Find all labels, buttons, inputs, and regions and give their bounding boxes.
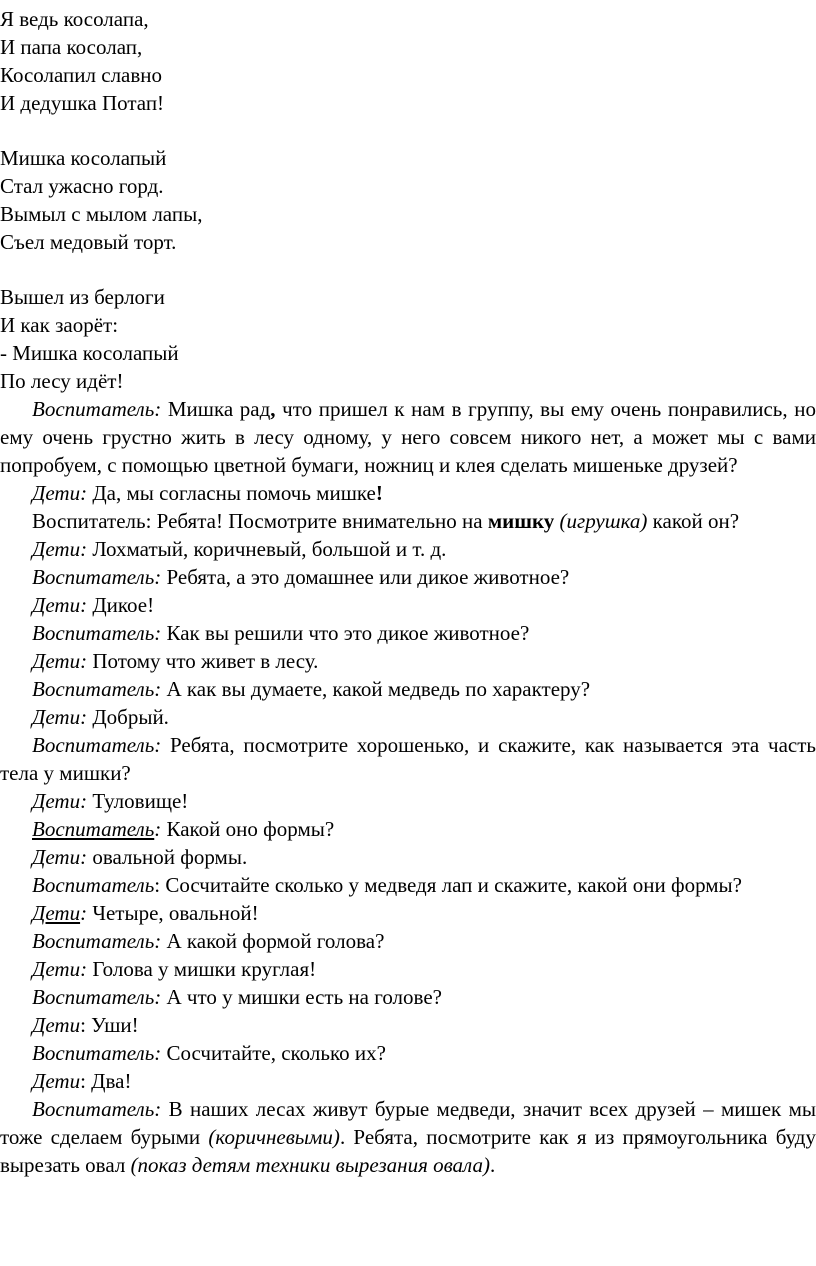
dialogue-text: мишку <box>487 509 555 533</box>
speaker-label: Дети <box>32 1013 81 1037</box>
dialogue-paragraph <box>0 395 816 479</box>
dialogue-text: Четыре, овальной! <box>87 901 259 925</box>
speaker-label: Воспитатель: <box>32 621 162 645</box>
dialogue-paragraph <box>0 1011 816 1039</box>
dialogue-paragraph <box>0 899 816 927</box>
dialogue-paragraph <box>0 955 816 983</box>
dialogue-paragraph <box>0 507 816 535</box>
dialogue-paragraph <box>0 675 816 703</box>
dialogue-text: Туловище! <box>87 789 189 813</box>
dialogue-text: Дикое! <box>87 593 155 617</box>
dialogue-text: что пришел к нам в группу, вы ему очень понравились, но ему очень грустно жить в лесу одному, у него совсем никого нет, а может мы с вами попробуем, с помощью цветной бумаги, ножниц и клея сделать мишеньке друзей? <box>0 397 816 477</box>
dialogue-text: А как вы думаете, какой медведь по характеру? <box>161 677 591 701</box>
dialogue-text: Да, мы согласны помочь мишке <box>87 481 376 505</box>
poem-line: Косолапил славно <box>0 63 163 87</box>
speaker-label: Воспитатель: <box>32 677 162 701</box>
speaker-colon: : <box>80 1069 86 1093</box>
dialogue-text: Сосчитайте сколько у медведя лап и скажите, какой они формы? <box>160 873 742 897</box>
dialogue-paragraph <box>0 563 816 591</box>
dialogue-text: Ребята, а это домашнее или дикое животное? <box>161 565 570 589</box>
dialogue-text: Два! <box>85 1069 132 1093</box>
speaker-label: Дети: <box>32 957 88 981</box>
poem-stanza-3 <box>0 283 816 395</box>
dialogue-text: Голова у мишки круглая! <box>87 957 317 981</box>
dialogue-text: Как вы решили что это дикое животное? <box>161 621 530 645</box>
poem-line: По лесу идёт! <box>0 369 124 393</box>
dialogue-text: Уши! <box>85 1013 139 1037</box>
dialogue-text: (коричневыми) <box>208 1125 340 1149</box>
dialogue-text: Воспитатель: Ребята! Посмотрите внимательно на <box>32 509 488 533</box>
dialogue-paragraph <box>0 983 816 1011</box>
dialogue-text: Мишка рад <box>161 397 271 421</box>
speaker-colon: : <box>154 873 161 897</box>
dialogue-text: . Ребята, посмотрите как я из прямоугольника буду вырезать овал <box>0 1125 816 1177</box>
poem-line: И папа косолап, <box>0 35 143 59</box>
speaker-label: Дети <box>32 1069 81 1093</box>
dialogue-paragraph <box>0 619 816 647</box>
dialogue-text: В наших лесах живут бурые медведи, значит всех друзей – мишек мы тоже сделаем бурыми <box>0 1097 816 1149</box>
dialogue-paragraph <box>0 927 816 955</box>
dialogue-paragraph <box>0 591 816 619</box>
dialogue-text: . <box>489 1153 496 1177</box>
speaker-label: Воспитатель <box>32 817 155 841</box>
dialogue-paragraph <box>0 1067 816 1095</box>
poem-stanza-2 <box>0 144 816 256</box>
speaker-label: Дети: <box>32 705 88 729</box>
poem-stanza-1 <box>0 5 816 117</box>
speaker-label: Дети: <box>32 649 88 673</box>
dialogue-paragraph <box>0 535 816 563</box>
speaker-label: Дети <box>32 901 81 925</box>
dialogue-paragraph <box>0 815 816 843</box>
poem-line: Съел медовый торт. <box>0 230 177 254</box>
dialogue-paragraph <box>0 479 816 507</box>
poem-line: Я ведь косолапа, <box>0 7 149 31</box>
dialogue-text: Ребята, посмотрите хорошенько, и скажите, как называется эта часть тела у мишки? <box>0 733 816 785</box>
dialogue-text: , <box>270 397 276 421</box>
dialogue-paragraph <box>0 787 816 815</box>
speaker-label: Воспитатель <box>32 873 155 897</box>
speaker-label: Дети: <box>32 481 88 505</box>
dialogue-text: А что у мишки есть на голове? <box>161 985 442 1009</box>
dialogue-text: ! <box>375 481 383 505</box>
poem-line: Вышел из берлоги <box>0 285 165 309</box>
dialogue-text: овальной формы. <box>87 845 248 869</box>
poem-line: Вымыл с мылом лапы, <box>0 202 203 226</box>
dialogue-paragraph <box>0 1095 816 1179</box>
dialogue-text: Потому что живет в лесу. <box>87 649 319 673</box>
speaker-label: Воспитатель: <box>32 733 162 757</box>
document-page <box>0 5 816 1179</box>
poem-line: Мишка косолапый <box>0 146 167 170</box>
speaker-label: Воспитатель: <box>32 1041 162 1065</box>
speaker-label: Дети: <box>32 593 88 617</box>
speaker-label: Воспитатель: <box>32 397 162 421</box>
dialogue-paragraph <box>0 703 816 731</box>
dialogue-paragraph <box>0 647 816 675</box>
poem-line: И как заорёт: <box>0 313 119 337</box>
poem-line: - Мишка косолапый <box>0 341 179 365</box>
dialogue-text: Какой оно формы? <box>161 817 335 841</box>
speaker-label: Дети: <box>32 845 88 869</box>
dialogue-text: А какой формой голова? <box>161 929 385 953</box>
dialogue-paragraph <box>0 731 816 787</box>
dialogue-text: Добрый. <box>87 705 169 729</box>
poem-line: Стал ужасно горд. <box>0 174 164 198</box>
speaker-label: Дети: <box>32 537 88 561</box>
speaker-label: Воспитатель: <box>32 565 162 589</box>
dialogue-paragraph <box>0 871 816 899</box>
dialogue-text: (игрушка) <box>554 509 648 533</box>
speaker-colon: : <box>80 1013 86 1037</box>
dialogue-text: (показ детям техники вырезания овала) <box>130 1153 490 1177</box>
dialogue-text: какой он? <box>647 509 740 533</box>
speaker-label: Воспитатель: <box>32 929 162 953</box>
speaker-colon: : <box>80 901 88 925</box>
speaker-label: Дети: <box>32 789 88 813</box>
poem-line: И дедушка Потап! <box>0 91 165 115</box>
dialogue-paragraph <box>0 1039 816 1067</box>
speaker-colon: : <box>154 817 162 841</box>
speaker-label: Воспитатель: <box>32 1097 162 1121</box>
speaker-label: Воспитатель: <box>32 985 162 1009</box>
dialogue-text: Сосчитайте, сколько их? <box>161 1041 386 1065</box>
dialogue-text: Лохматый, коричневый, большой и т. д. <box>87 537 447 561</box>
dialogue-paragraph <box>0 843 816 871</box>
